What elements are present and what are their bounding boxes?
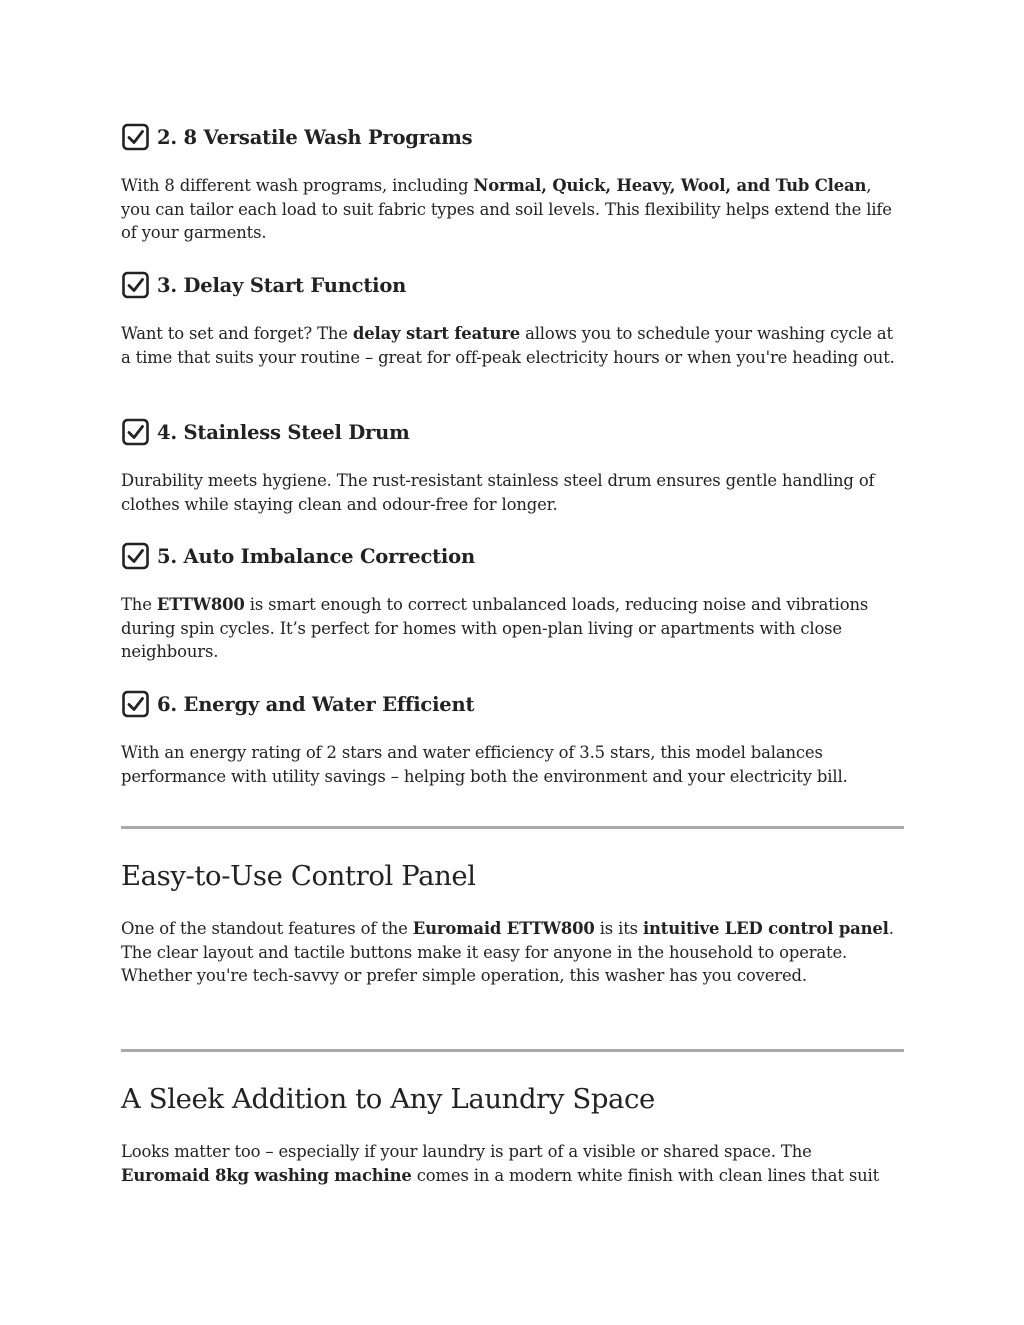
feature-title: 4. Stainless Steel Drum (157, 420, 410, 444)
feature-title: 5. Auto Imbalance Correction (157, 544, 475, 568)
section-heading-sleek-addition: A Sleek Addition to Any Laundry Space (121, 1083, 655, 1115)
bold-text: delay start feature (352, 324, 521, 343)
feature-heading-steel-drum (121, 417, 410, 447)
paragraph-text: Want to set and forget? The (121, 324, 353, 343)
paragraph-text: is its (594, 919, 643, 938)
bold-text: Normal, Quick, Heavy, Wool, and Tub Clean (473, 176, 867, 195)
feature-heading-efficiency (121, 689, 474, 719)
paragraph-text: comes in a modern white finish with clean lines that suit (411, 1165, 880, 1185)
checkbox-checked-icon (121, 270, 151, 300)
checkbox-checked-icon (121, 541, 151, 571)
paragraph-text: . The clear layout and tactile buttons make it easy for anyone in the household to operate. Whether you're tech-savvy or prefer simple operation, this washer has you covered. (121, 919, 894, 986)
feature-heading-imbalance (121, 541, 475, 571)
feature-paragraph-steel-drum (121, 469, 904, 516)
horizontal-divider (121, 1049, 904, 1052)
paragraph-text: With an energy rating of 2 stars and water efficiency of 3.5 stars, this model balances performance with utility savings – helping both the environment and your electricity bill. (121, 743, 848, 786)
paragraph-sleek-addition (121, 1140, 904, 1187)
feature-paragraph-efficiency (121, 741, 904, 788)
feature-title: 2. 8 Versatile Wash Programs (157, 125, 473, 149)
feature-heading-delay-start (121, 270, 406, 300)
feature-paragraph-imbalance (121, 593, 904, 664)
feature-heading-wash-programs (121, 122, 472, 152)
paragraph-control-panel (121, 917, 904, 988)
bold-text: Euromaid ETTW800 (412, 919, 595, 938)
feature-paragraph-delay-start (121, 322, 904, 369)
checkbox-checked-icon (121, 417, 151, 447)
bold-text: Euromaid 8kg washing machine (121, 1165, 412, 1185)
bold-text: ETTW800 (156, 595, 245, 614)
paragraph-text: One of the standout features of the (121, 919, 413, 938)
paragraph-text: , you can tailor each load to suit fabric types and soil levels. This flexibility helps extend the life of your garments. (121, 176, 892, 243)
paragraph-text: Durability meets hygiene. The rust-resistant stainless steel drum ensures gentle handling of clothes while staying clean and odour-free for longer. (121, 471, 875, 514)
checkbox-checked-icon (121, 122, 151, 152)
section-heading-control-panel: Easy-to-Use Control Panel (121, 860, 476, 892)
checkbox-checked-icon (121, 689, 151, 719)
feature-title: 3. Delay Start Function (157, 273, 407, 297)
paragraph-text: The (121, 595, 157, 614)
paragraph-text: allows you to schedule your washing cycle at a time that suits your routine – great for off-peak electricity hours or when you're heading out. (121, 324, 895, 367)
feature-paragraph-wash-programs (121, 174, 904, 245)
feature-title: 6. Energy and Water Efficient (157, 692, 475, 716)
paragraph-text: With 8 different wash programs, including (121, 176, 474, 195)
paragraph-text: is smart enough to correct unbalanced loads, reducing noise and vibrations during spin cycles. It’s perfect for homes with open-plan living or apartments with close neighbours. (121, 595, 869, 662)
horizontal-divider (121, 826, 904, 829)
paragraph-text: Looks matter too – especially if your laundry is part of a visible or shared space. The (121, 1142, 812, 1161)
bold-text: intuitive LED control panel (642, 919, 889, 938)
